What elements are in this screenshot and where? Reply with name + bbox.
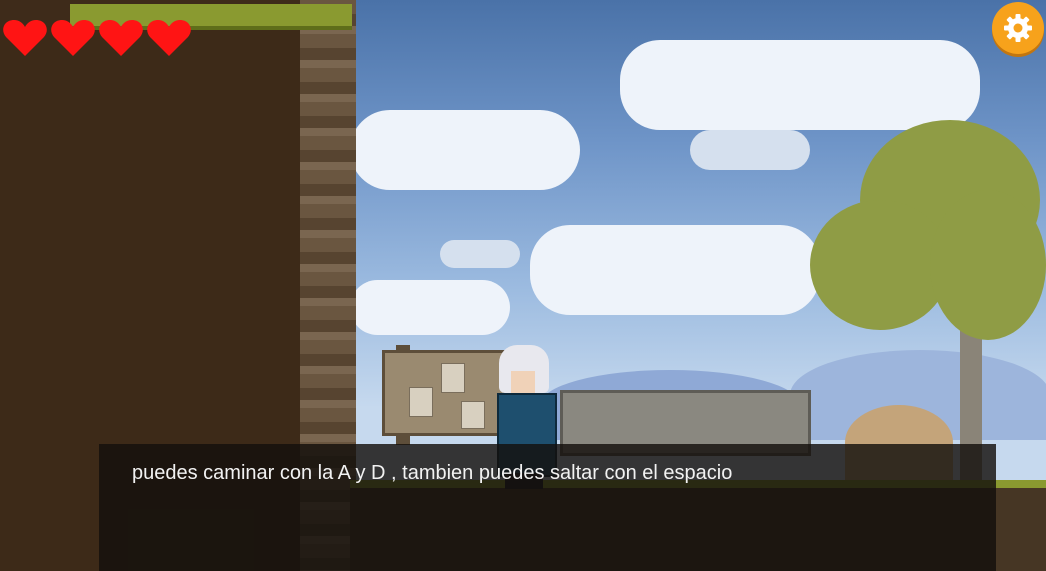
cloud (620, 40, 980, 130)
heart-icon (50, 18, 96, 58)
cloud (350, 110, 580, 190)
tree-crown (930, 190, 1046, 340)
player-face (511, 371, 535, 393)
heart-icon (98, 18, 144, 58)
notice-board (382, 350, 506, 436)
dialog-text: puedes caminar con la A y D , tambien puedes saltar con el espacio (132, 462, 733, 484)
gear-icon (1003, 13, 1033, 43)
cloud (350, 280, 510, 335)
cloud (440, 240, 520, 268)
health-hearts (2, 18, 192, 58)
notice-paper (409, 387, 433, 417)
tutorial-dialog (99, 444, 996, 571)
tree-crown (810, 200, 950, 330)
cloud (530, 225, 820, 315)
settings-button[interactable] (992, 2, 1044, 54)
notice-paper (441, 363, 465, 393)
cloud (690, 130, 810, 170)
heart-icon (146, 18, 192, 58)
heart-icon (2, 18, 48, 58)
notice-paper (461, 401, 485, 429)
